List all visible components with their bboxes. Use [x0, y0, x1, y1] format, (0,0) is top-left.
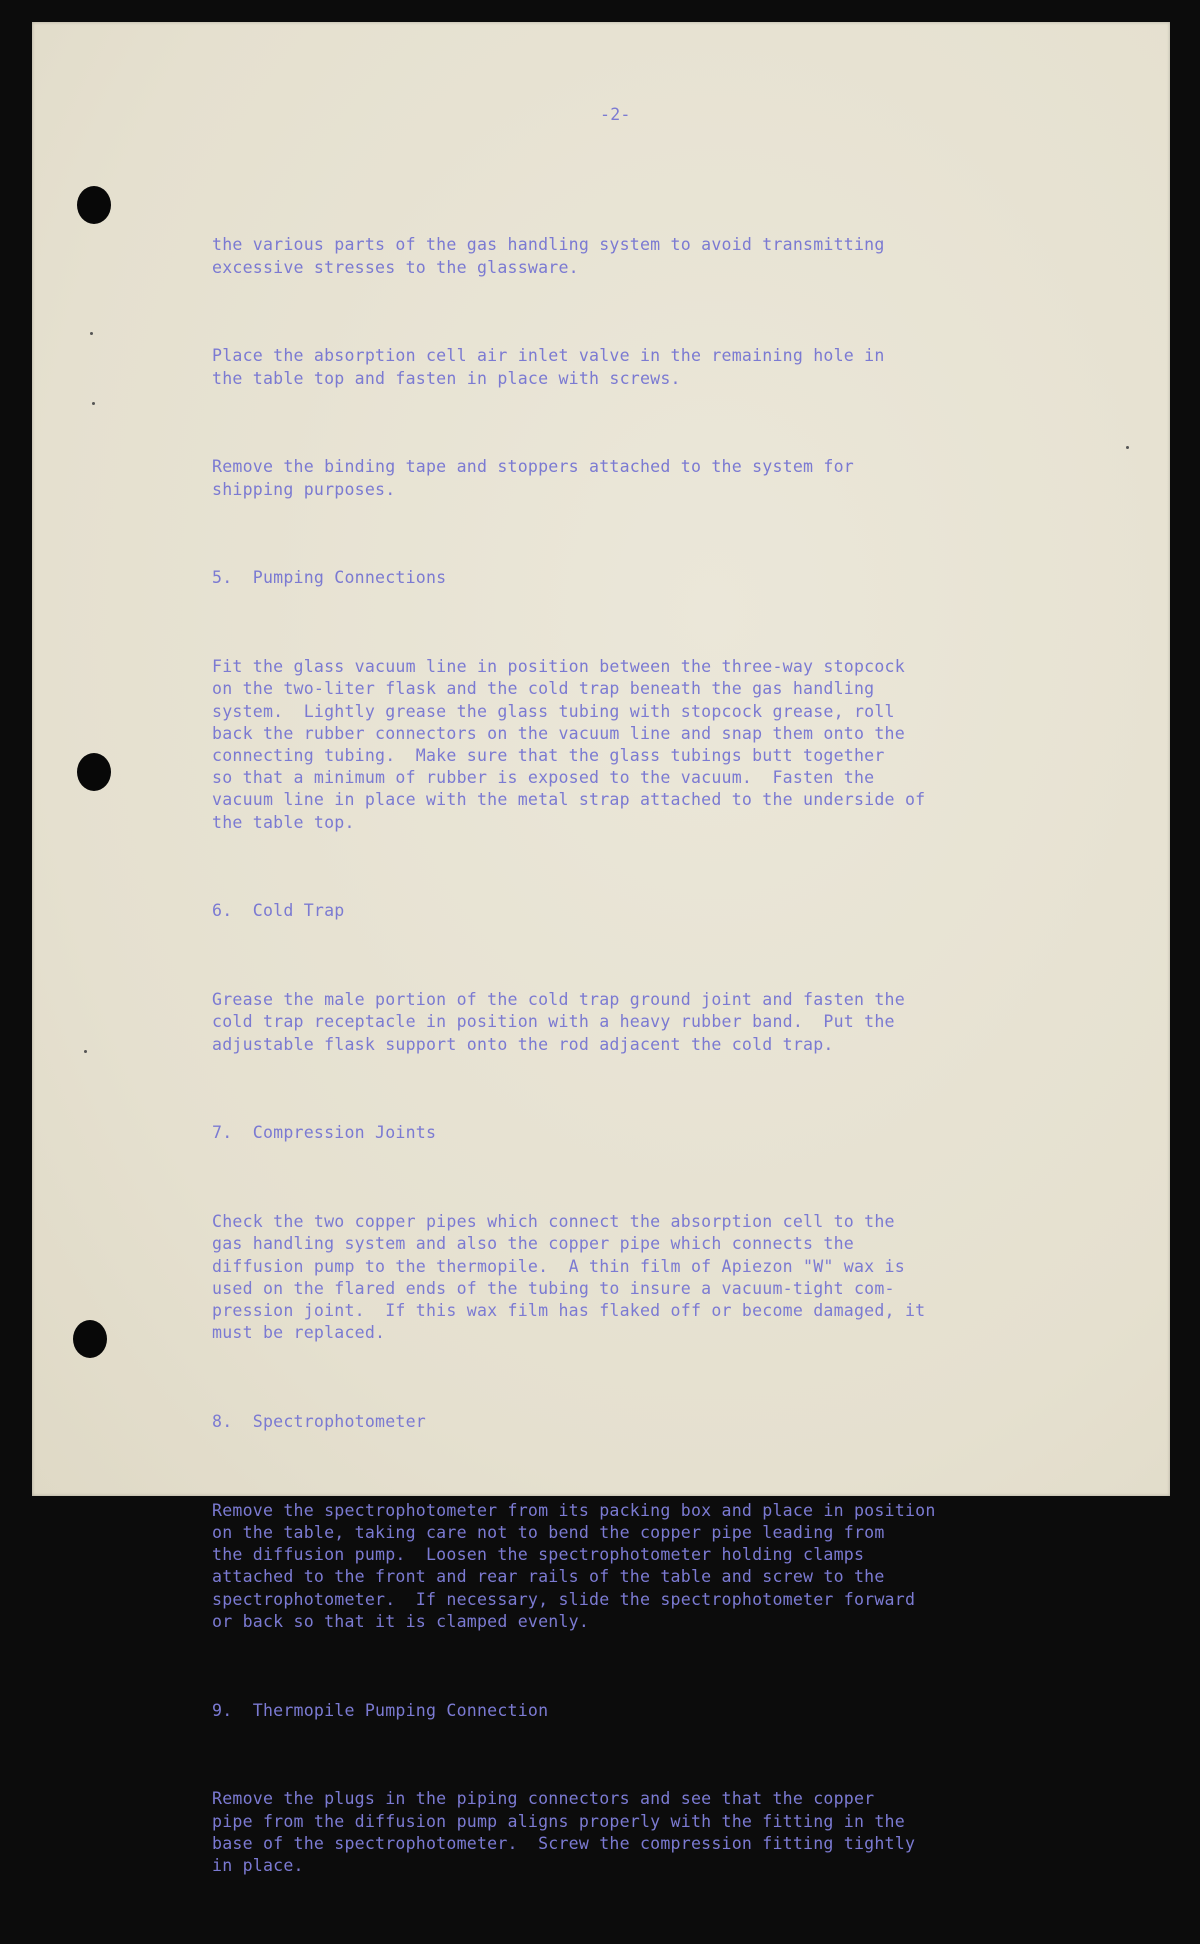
- document-page: [32, 22, 1170, 1876]
- paragraph-compression-joints: Check the two copper pipes which connect the absorption cell to the gas handling system and also the copper pipe which connects the diffusion pump to the thermopile. A thin film of Apiezon "W" wax is used on the flared ends of the tubing to insure a vacuum-tight com- pression joint. If this wax film has flaked off or become damaged, it must be replaced.: [212, 1212, 926, 1343]
- paper-speck: [1126, 446, 1129, 449]
- punch-hole: [77, 186, 111, 224]
- paragraph-thermopile-pumping: Remove the plugs in the piping connectors and see that the copper pipe from the diffusion pump aligns properly with the fitting in the base of the spectrophotometer. Screw the compression fitting tightly in place.: [212, 1789, 916, 1876]
- section-heading-pumping-connections: 5. Pumping Connections: [212, 568, 447, 588]
- section-heading-compression-joints: 7. Compression Joints: [212, 1123, 437, 1143]
- paragraph-pumping-connections: Fit the glass vacuum line in position between the three-way stopcock on the two-liter flask and the cold trap beneath the gas handling system. Lightly grease the glass tubing with stopcock grease, roll back the rubber connectors on the vacuum line and snap them onto the connecting tubing. Make sure that the glass tubings butt together so that a minimum of rubber is exposed to the vacuum. Fasten the vacuum line in place with the metal strap attached to the underside of the table top.: [212, 657, 926, 832]
- page-number: -2-: [600, 105, 631, 124]
- paper-speck: [84, 1050, 87, 1053]
- paragraph-binding-tape: Remove the binding tape and stoppers attached to the system for shipping purposes.: [212, 457, 854, 499]
- paragraph-spectrophotometer: Remove the spectrophotometer from its packing box and place in position on the table, taking care not to bend the copper pipe leading from the diffusion pump. Loosen the spectrophotometer holding clamps attached to the front and rear rails of the table and screw to the spectrophotometer. If necessary, slide the spectrophotometer forward or back so that it is clamped evenly.: [212, 1500, 936, 1631]
- paragraph-cold-trap: Grease the male portion of the cold trap ground joint and fasten the cold trap receptacle in position with a heavy rubber band. Put the adjustable flask support onto the rod adjacent the cold trap.: [212, 990, 905, 1054]
- paper-speck: [92, 402, 95, 405]
- paragraph-continuation: the various parts of the gas handling system to avoid transmitting excessive stresses to the glassware.: [212, 235, 885, 277]
- document-body: [212, 190, 936, 1944]
- section-heading-thermopile-pumping: 9. Thermopile Pumping Connection: [212, 1700, 549, 1720]
- punch-hole: [77, 753, 111, 791]
- paper-speck: [90, 332, 93, 335]
- section-heading-cold-trap: 6. Cold Trap: [212, 901, 345, 921]
- section-heading-spectrophotometer: 8. Spectrophotometer: [212, 1412, 426, 1432]
- punch-hole: [73, 1320, 107, 1358]
- paragraph-air-inlet-valve: Place the absorption cell air inlet valve in the remaining hole in the table top and fasten in place with screws.: [212, 346, 885, 388]
